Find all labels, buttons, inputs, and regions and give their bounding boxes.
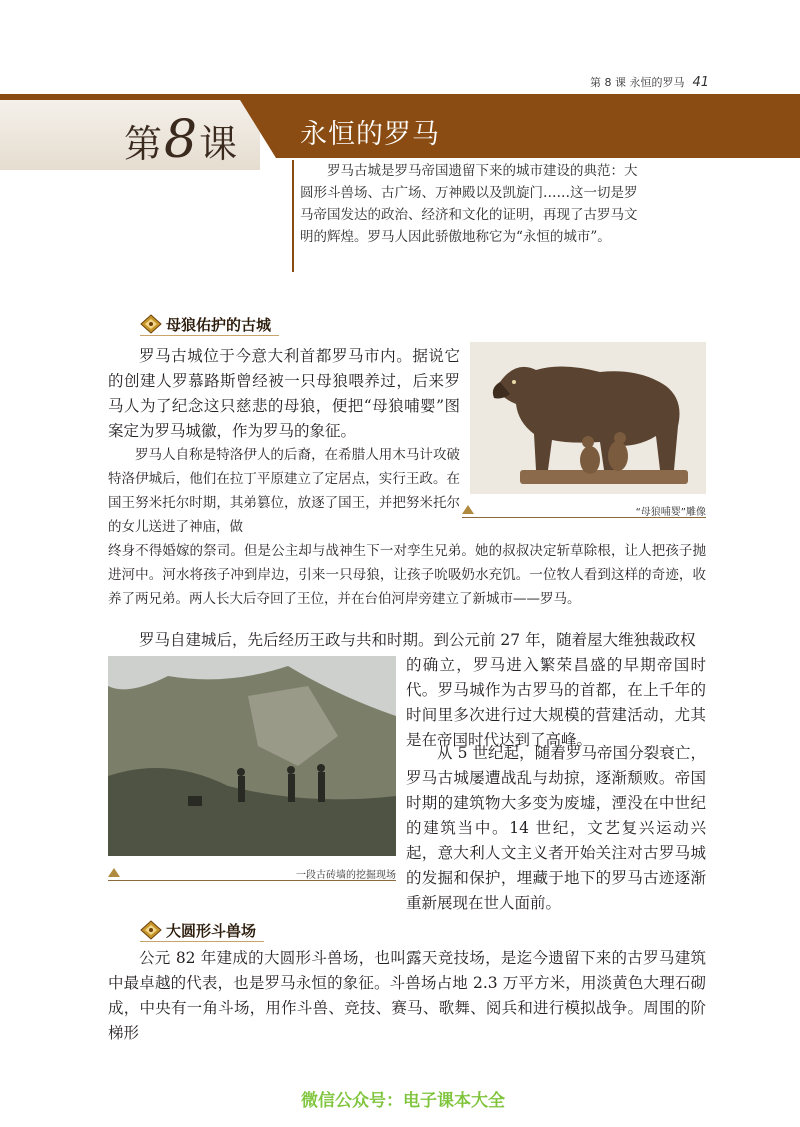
- lesson-label: [124, 110, 237, 170]
- section1-para3-first-line: 罗马自建城后，先后经历王政与共和时期。到公元前 27 年，随着屋大维独裁政权: [139, 631, 696, 649]
- lesson-label-suffix: 课: [199, 122, 238, 166]
- running-header: [590, 74, 720, 92]
- she-wolf-statue-illustration: [470, 342, 706, 494]
- section1-para3-rest: 的确立，罗马进入繁荣昌盛的早期帝国时代。罗马城作为古罗马的首都，在上千年的时间里多次进行过大规模的营建活动，尤其是在帝国时代达到了高峰。: [406, 656, 706, 749]
- excavation-caption-text: 一段古砖墙的挖掘现场: [296, 870, 396, 881]
- section-heading-wolf-text: 母狼佑护的古城: [166, 315, 272, 334]
- intro-rule: [292, 160, 294, 272]
- section-heading-colosseum-text: 大圆形斗兽场: [166, 921, 257, 940]
- caption-triangle-icon: [108, 868, 120, 877]
- she-wolf-caption: [462, 503, 706, 518]
- section1-para1: 罗马古城位于今意大利首都罗马市内。据说它的创建人罗慕路斯曾经被一只母狼喂养过，后来罗马人为了纪念这只慈悲的母狼，便把“母狼哺婴”图案定为罗马城徽，作为罗马的象征。: [108, 347, 460, 440]
- section-emblem-icon: [140, 314, 162, 334]
- excavation-image: [108, 656, 396, 856]
- section-heading-colosseum: [140, 919, 264, 942]
- she-wolf-caption-text: “母狼哺婴”雕像: [635, 507, 706, 518]
- lesson-number: 8: [164, 110, 198, 170]
- section1-para2-continued: 终身不得婚嫁的祭司。但是公主却与战神生下一对孪生兄弟。她的叔叔决定斩草除根，让人把孩子抛进河中。河水将孩子冲到岸边，引来一只母狼，让孩子吮吸奶水充饥。一位牧人看到这样的奇迹，收养了两兄弟。两人长大后夺回了王位，并在台伯河岸旁建立了新城市——罗马。: [108, 543, 706, 607]
- excavation-illustration: [108, 656, 396, 856]
- section-emblem-icon: [140, 920, 162, 940]
- section2-para1: 公元 82 年建成的大圆形斗兽场，也叫露天竞技场，是迄今遗留下来的古罗马建筑中最卓越的代表，也是罗马永恒的象征。斗兽场占地 2.3 万平方米，用淡黄色大理石砌成，中央有一角斗场，用作斗兽、竞技、赛马、歌舞、阅兵和进行模拟战争。周围的阶梯形: [108, 949, 706, 1042]
- running-header-text: 第 8 课 永恒的罗马: [590, 76, 685, 89]
- section1-para2: 罗马人自称是特洛伊人的后裔，在希腊人用木马计攻破特洛伊城后，他们在拉丁平原建立了定居点，实行王政。在国王努米托尔时期，其弟篡位，放逐了国王，并把努米托尔的女儿送进了神庙，做: [108, 447, 460, 535]
- she-wolf-statue-image: [470, 342, 706, 494]
- excavation-caption: [108, 866, 396, 881]
- section-heading-wolf: [140, 313, 279, 336]
- section1-para4: 从 5 世纪起，随着罗马帝国分裂衰亡，罗马古城屡遭战乱与劫掠，逐渐颓败。帝国时期的建筑物大多变为废墟，湮没在中世纪的建筑当中。14 世纪，文艺复兴运动兴起，意大利人文主义者开始关注对古罗马城的发掘和保护，埋藏于地下的罗马古迹逐渐重新展现在世人面前。: [406, 744, 706, 912]
- watermark: 微信公众号：电子课本大全: [301, 1091, 505, 1111]
- caption-triangle-icon: [462, 505, 474, 514]
- lesson-title: 永恒的罗马: [300, 119, 440, 150]
- lesson-label-prefix: 第: [124, 122, 163, 166]
- page-number: 41: [692, 75, 710, 90]
- lesson-intro: 罗马古城是罗马帝国遗留下来的城市建设的典范：大圆形斗兽场、古广场、万神殿以及凯旋门……这一切是罗马帝国发达的政治、经济和文化的证明，再现了古罗马文明的辉煌。罗马人因此骄傲地称它为“永恒的城市”。: [300, 163, 638, 245]
